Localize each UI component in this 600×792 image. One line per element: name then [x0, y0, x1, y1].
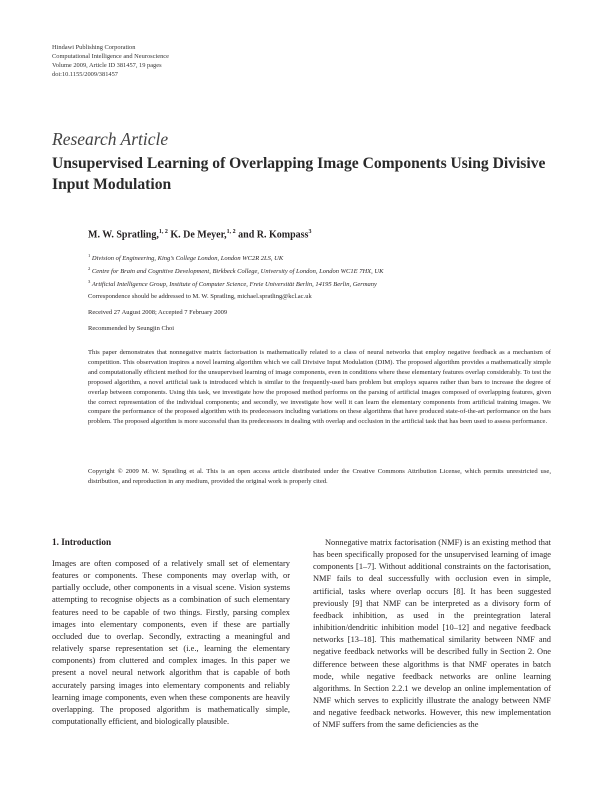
author-affil-mark: 3	[308, 229, 312, 235]
doi: doi:10.1155/2009/381457	[52, 71, 118, 78]
author-name: and R. Kompass	[238, 229, 309, 241]
author-affil-mark: 1, 2	[226, 229, 236, 235]
affiliation: $^1$ Division of Engineering, King’s College London, London WC2R 2LS, UK	[88, 253, 284, 263]
affiliation: $^2$ Centre for Brain and Cognitive Development, Birkbeck College, University of London, London WC1E 7HX, UK	[88, 266, 384, 276]
volume-info: Volume 2009, Article ID 381457, 19 pages	[52, 62, 162, 69]
abstract: This paper demonstrates that nonnegative matrix factorisation is mathematically related to a class of neural networks that employ negative feedback as a mechanism of competition. This observation inspires a novel learning algorithm which we call Divisive Input Modulation (DIM). The proposed algorithm provides a mathematically simple and computationally efficient method for the unsupervised learning of image components, even in conditions where these elementary features overlap considerably. To test the proposed algorithm, a novel artificial task is introduced which is similar to the frequently-used bars problem but employs squares rather than bars to increase the degree of overlap between components. Using this task, we investigate how the proposed method performs on the parsing of artificial images composed of overlapping features, given the correct representation of the individual components; and secondly, we investigate how well it can learn the elementary components from artificial training images. We compare the performance of the proposed algorithm with its predecessors including variations on these algorithms that have produced state-of-the-art performance on the bars problem. The proposed algorithm is more successful than its predecessors in dealing with overlap and occlusion in the artificial task that has been used to assess performance.	[88, 349, 551, 426]
correspondence: Correspondence should be addressed to M. W. Spratling, michael.spratling@kcl.ac.uk	[88, 293, 312, 300]
journal-name: Computational Intelligence and Neuroscience	[52, 53, 169, 60]
copyright-notice: Copyright © 2009 M. W. Spratling et al. This is an open access article distributed under the Creative Commons Attribution License, which permits unrestricted use, distribution, and reproduction in any medium, provided the original work is properly cited.	[88, 468, 551, 485]
author-name: M. W. Spratling,	[88, 229, 159, 241]
body-column-left: Images are often composed of a relatively small set of elementary features or components. These components may overlap with, or partially occlude, other components in a visual scene. Vision systems attempting to recognise objects as a combination of such elementary features need to be capable of two things. Firstly, parsing complex images into elementary components, even if these are partially occluded due to overlap. Secondly, extracting a meaningful and relatively sparse representation set (i.e., learning the elementary components) from cluttered and complex images. In this paper we present a novel neural network algorithm that is capable of both accurately parsing images into elementary components and reliably learning image components, even when these components are heavily overlapping. The proposed algorithm is mathematically simple, computationally efficient, and biologically plausible.	[52, 559, 290, 727]
paper-title: Unsupervised Learning of Overlapping Image Components Using Divisive Input Modulation	[52, 155, 546, 193]
section-heading: 1. Introduction	[52, 537, 112, 547]
recommended-by: Recommended by Seungjin Choi	[88, 325, 175, 332]
body-column-right: Nonnegative matrix factorisation (NMF) is an existing method that has been specifically proposed for the unsupervised learning of image components [1–7]. Without additional constraints on the factorisation, NMF fails to deal successfully with occlusion even in simple, artificial, tasks where overlap occurs [8]. It has been suggested previously [9] that NMF can be interpreted as a divisory form of feedback inhibition, as used in the preintegration lateral inhibition/dendritic inhibition model [10–12] and negative feedback networks [13–18]. This mathematical similarity between NMF and negative feedback networks will be described fully in Section 2. One difference between these algorithms is that NMF operates in batch mode, while negative feedback networks are online learning algorithms. In Section 2.2.1 we develop an online implementation of NMF which serves to explicitly illustrate the analogy between NMF and negative feedback networks. However, this new implementation of NMF suffers from the same deficiencies as the	[313, 538, 551, 730]
author-list	[88, 229, 311, 240]
author-affil-mark: 1, 2	[158, 229, 168, 235]
journal-header	[52, 43, 169, 79]
article-type: Research Article	[52, 129, 169, 149]
received-dates: Received 27 August 2008; Accepted 7 February 2009	[88, 309, 228, 316]
affiliation: $^3$ Artificial Intelligence Group, Institute of Computer Science, Freie Universität Berlin, 14195 Berlin, Germany	[88, 279, 377, 289]
affiliations	[88, 251, 383, 290]
author-name: K. De Meyer,	[170, 229, 227, 241]
publisher: Hindawi Publishing Corporation	[52, 44, 136, 51]
